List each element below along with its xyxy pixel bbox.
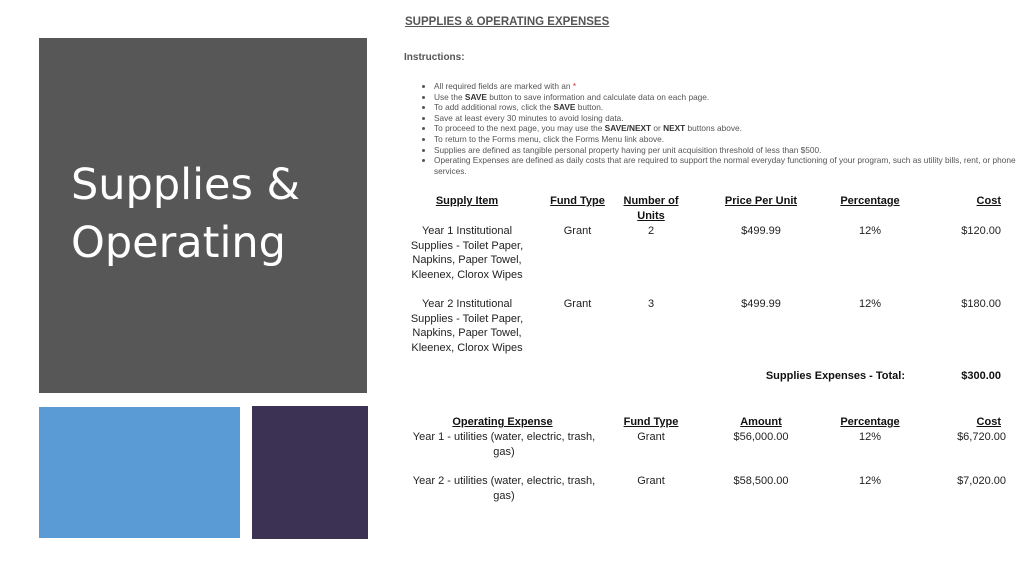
col-header-operating-percentage: Percentage — [840, 416, 900, 428]
instruction-button-name: SAVE — [464, 91, 487, 102]
col-header-operating-fund-type: Fund Type — [623, 416, 679, 428]
slide-title-line-2: Operating — [71, 218, 286, 268]
instruction-text: To return to the Forms menu, click the Forms Menu link above. — [434, 133, 665, 144]
supply-row-1-fund: Grant — [563, 225, 592, 237]
supply-row-2-cost: $180.00 — [961, 298, 1001, 310]
instruction-text: buttons above. — [685, 123, 742, 134]
operating-row-2-item: Year 2 - utilities (water, electric, trash, gas) — [412, 475, 596, 502]
instruction-text: button to save information and calculate data on each page. — [486, 91, 710, 102]
operating-row-1-cost: $6,720.00 — [957, 431, 1006, 443]
col-header-price-per-unit: Price Per Unit — [724, 195, 798, 207]
instruction-text: or — [651, 123, 664, 134]
title-panel — [39, 38, 367, 393]
slide-title — [71, 156, 300, 272]
instruction-item — [434, 155, 1024, 176]
col-header-number-of-units: Number of Units — [623, 195, 679, 222]
col-header-amount: Amount — [740, 416, 782, 428]
supply-row-2-units: 3 — [647, 298, 655, 310]
instruction-item — [434, 92, 1024, 103]
instruction-item — [434, 113, 1024, 124]
operating-row-2-cost: $7,020.00 — [957, 475, 1006, 487]
instruction-item — [434, 145, 1024, 156]
supply-row-1-cost: $120.00 — [961, 225, 1001, 237]
instruction-button-name: SAVE/NEXT — [604, 123, 652, 134]
supply-row-2-item: Year 2 Institutional Supplies - Toilet Paper, Napkins, Paper Towel, Kleenex, Clorox Wipes — [410, 298, 524, 354]
required-asterisk: * — [572, 81, 577, 91]
instruction-text: To add additional rows, click the — [434, 102, 554, 113]
instructions-title: Instructions: — [404, 52, 465, 63]
instruction-item — [434, 123, 1024, 134]
col-header-supply-item: Supply Item — [435, 195, 499, 207]
operating-row-2-fund: Grant — [637, 475, 665, 487]
decorative-blue-square — [39, 407, 240, 538]
slide-title-line-1: Supplies & — [71, 160, 301, 210]
instruction-item — [434, 102, 1024, 113]
operating-row-1-percentage: 12% — [858, 431, 882, 443]
operating-row-1-item: Year 1 - utilities (water, electric, trash, gas) — [412, 431, 596, 458]
instruction-button-name: SAVE — [553, 102, 576, 113]
supply-row-1-price: $499.99 — [741, 225, 781, 237]
instruction-button-name: NEXT — [663, 123, 686, 134]
supply-row-2-price: $499.99 — [741, 298, 781, 310]
instruction-text: Operating Expenses are defined as daily costs that are required to support the normal everyday functioning of your program, such as utility bills, rent, or phone services. — [434, 155, 1016, 176]
form-heading: SUPPLIES & OPERATING EXPENSES — [405, 16, 610, 28]
supply-row-1-item: Year 1 Institutional Supplies - Toilet Paper, Napkins, Paper Towel, Kleenex, Clorox Wipes — [410, 225, 524, 281]
instruction-text: Save at least every 30 minutes to avoid losing data. — [434, 112, 624, 123]
operating-row-1-fund: Grant — [637, 431, 665, 443]
supply-row-1-percentage: 12% — [858, 225, 882, 237]
col-header-operating-expense: Operating Expense — [452, 416, 553, 428]
col-header-percentage: Percentage — [840, 195, 900, 207]
instruction-text: To proceed to the next page, you may use the — [434, 123, 605, 134]
supply-row-2-percentage: 12% — [858, 298, 882, 310]
instruction-text: All required fields are marked with an — [434, 81, 573, 91]
col-header-cost: Cost — [976, 195, 1001, 207]
operating-row-1-amount: $56,000.00 — [733, 431, 789, 443]
supplies-total-label: Supplies Expenses - Total: — [765, 370, 905, 382]
instruction-text: Supplies are defined as tangible personal property having per unit acquisition threshold of less than $500. — [434, 144, 822, 155]
supply-row-2-fund: Grant — [563, 298, 592, 310]
operating-row-2-amount: $58,500.00 — [733, 475, 789, 487]
instruction-item — [434, 134, 1024, 145]
supplies-total-value: $300.00 — [961, 370, 1001, 382]
instruction-item — [434, 81, 1024, 92]
form-screenshot — [400, 10, 1020, 570]
supply-row-1-units: 2 — [647, 225, 655, 237]
instructions-list — [423, 81, 1024, 176]
decorative-purple-square — [252, 406, 368, 539]
instruction-text: Use the — [434, 91, 465, 102]
col-header-operating-cost: Cost — [976, 416, 1001, 428]
col-header-fund-type: Fund Type — [550, 195, 605, 207]
operating-row-2-percentage: 12% — [858, 475, 882, 487]
instruction-text: button. — [575, 102, 604, 113]
